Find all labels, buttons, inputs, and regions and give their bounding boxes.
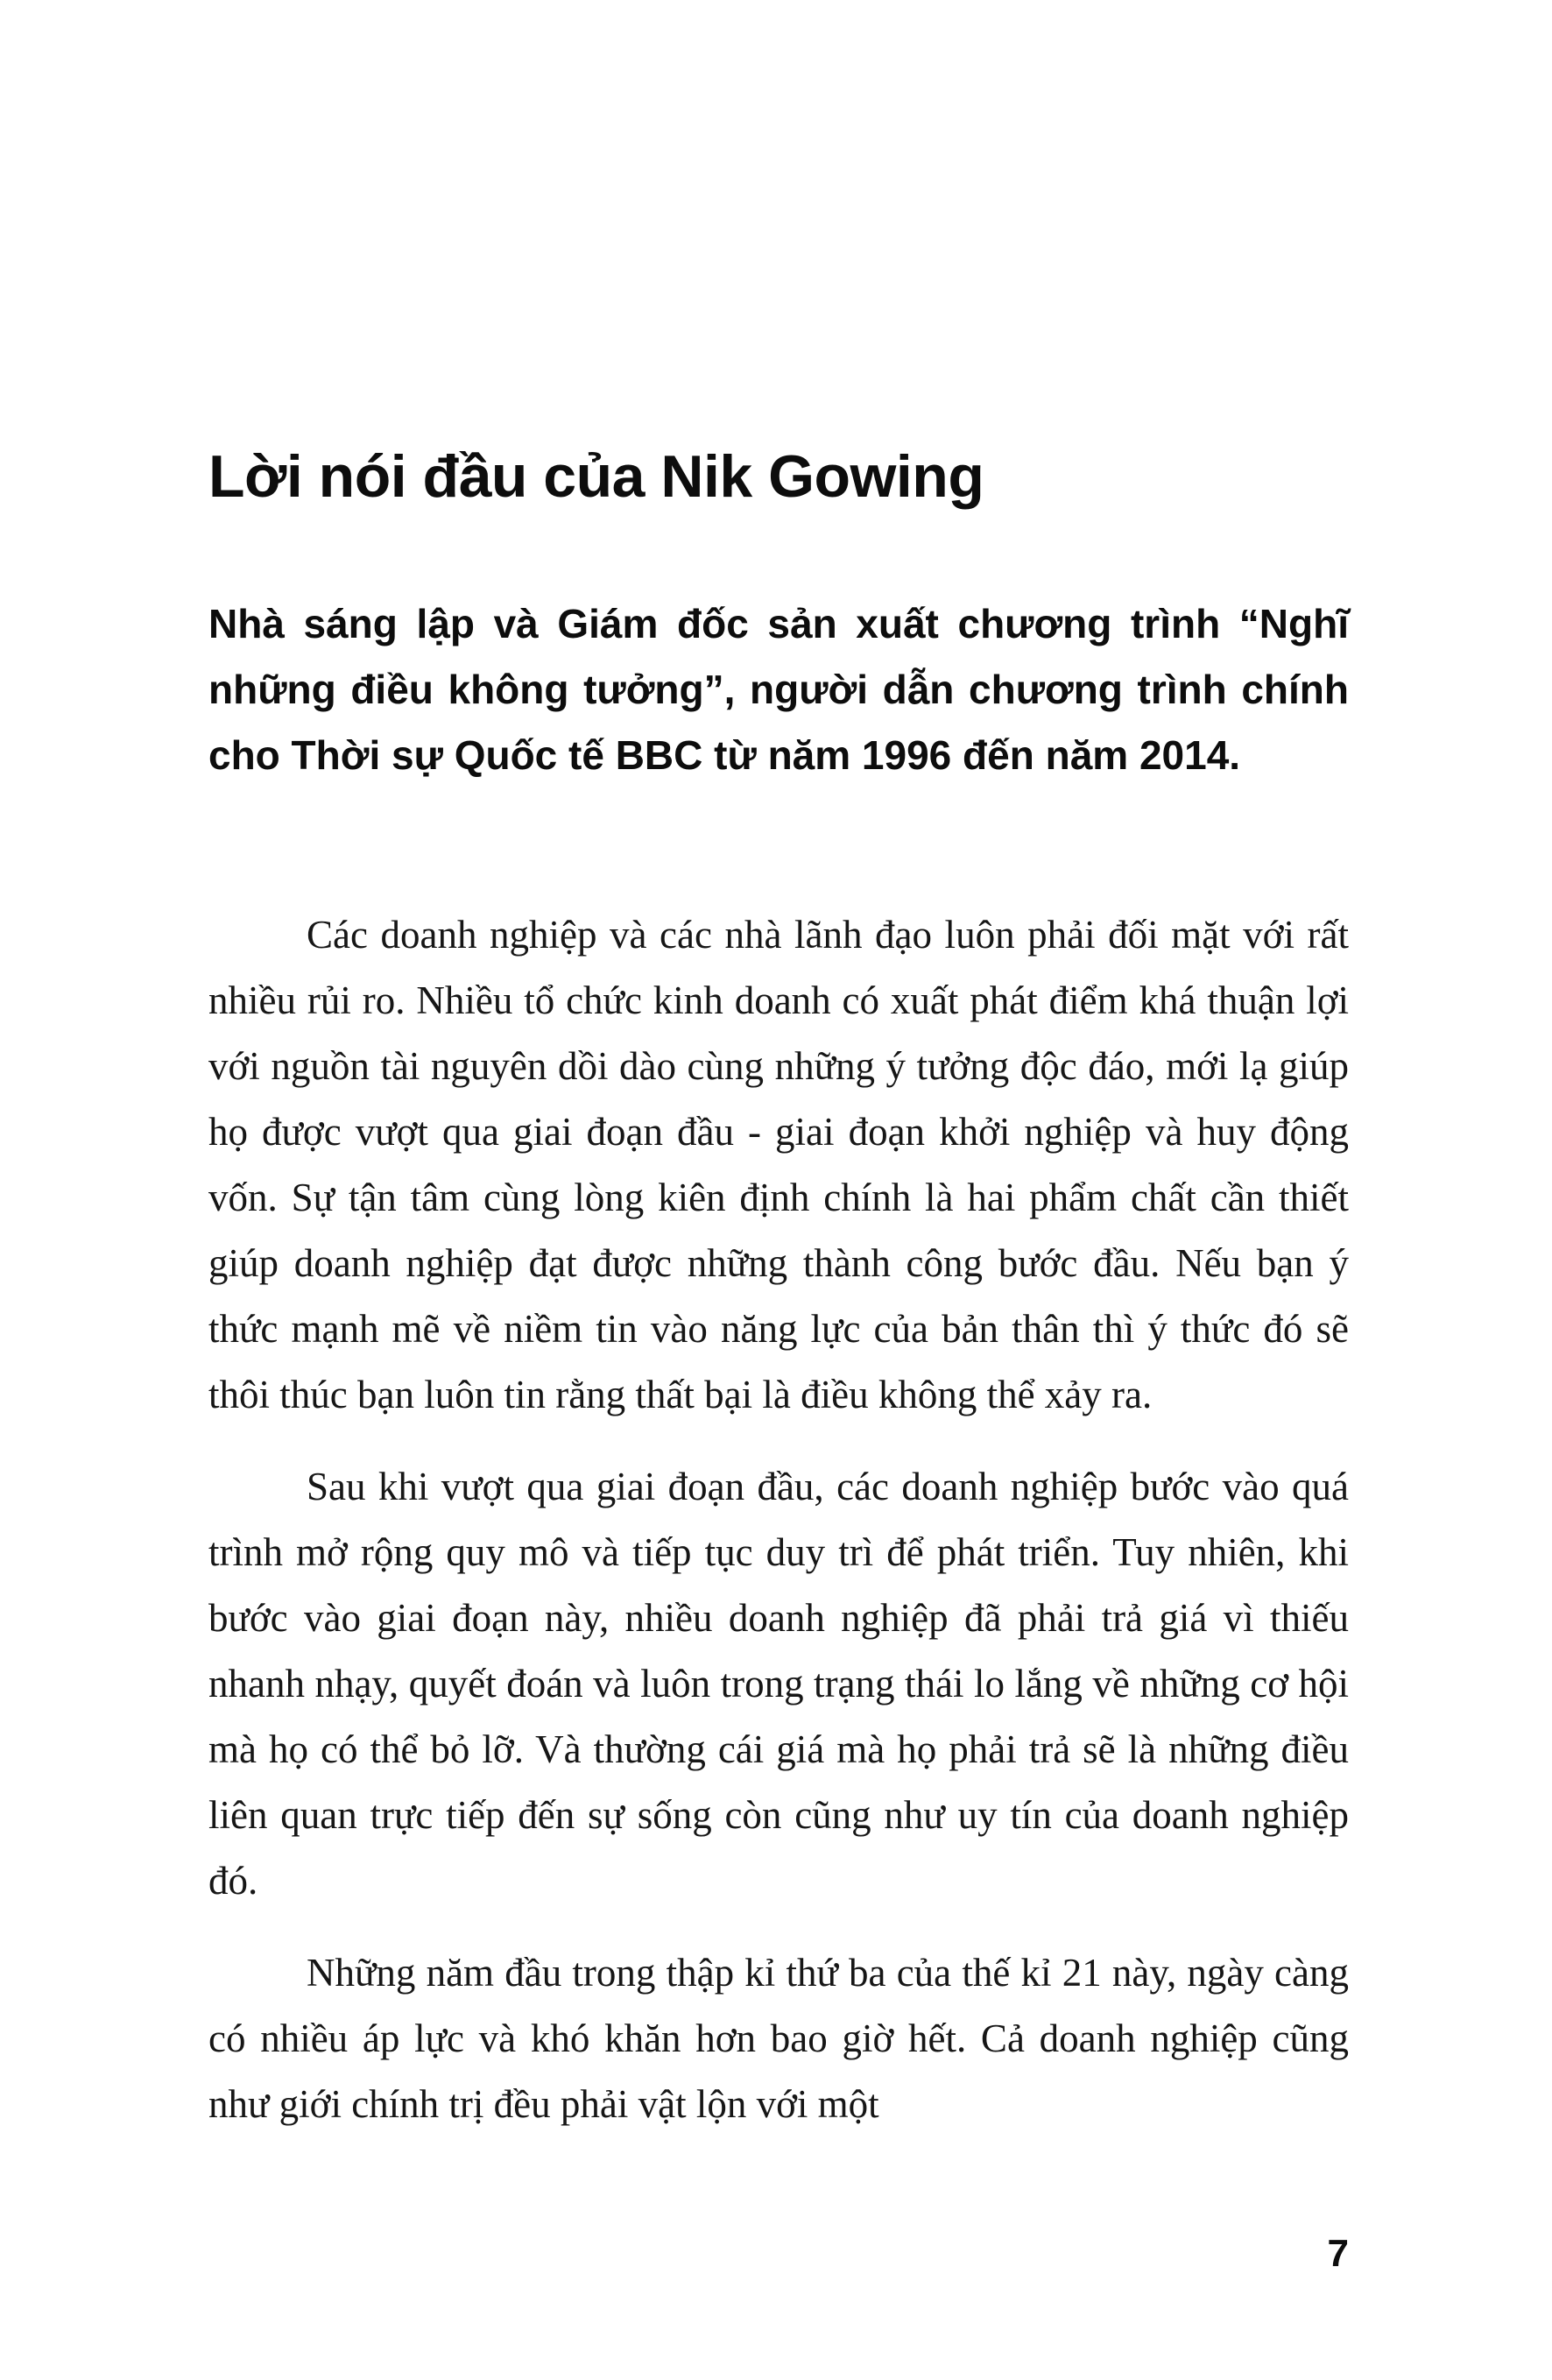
page-content [208, 0, 1349, 2164]
body-paragraph: Sau khi vượt qua giai đoạn đầu, các doanh nghiệp bước vào quá trình mở rộng quy mô và tiếp tục duy trì để phát triển. Tuy nhiên, khi bước vào giai đoạn này, nhiều doanh nghiệp đã phải trả giá vì thiếu nhanh nhạy, quyết đoán và luôn trong trạng thái lo lắng về những cơ hội mà họ có thể bỏ lỡ. Và thường cái giá mà họ phải trả sẽ là những điều liên quan trực tiếp đến sự sống còn cũng như uy tín của doanh nghiệp đó. [208, 1465, 1349, 1903]
page-number: 7 [1327, 2232, 1349, 2275]
author-subtitle: Nhà sáng lập và Giám đốc sản xuất chương trình “Nghĩ những điều không tưởng”, người dẫn chương trình chính cho Thời sự Quốc tế BBC từ năm 1996 đến năm 2014. [208, 601, 1349, 779]
body-paragraph: Các doanh nghiệp và các nhà lãnh đạo luôn phải đối mặt với rất nhiều rủi ro. Nhiều tổ chức kinh doanh có xuất phát điểm khá thuận lợi với nguồn tài nguyên dồi dào cùng những ý tưởng độc đáo, mới lạ giúp họ được vượt qua giai đoạn đầu - giai đoạn khởi nghiệp và huy động vốn. Sự tận tâm cùng lòng kiên định chính là hai phẩm chất cần thiết giúp doanh nghiệp đạt được những thành công bước đầu. Nếu bạn ý thức mạnh mẽ về niềm tin vào năng lực của bản thân thì ý thức đó sẽ thôi thúc bạn luôn tin rằng thất bại là điều không thể xảy ra. [208, 913, 1349, 1417]
page-title: Lời nói đầu của Nik Gowing [208, 443, 984, 510]
body-text [208, 788, 1349, 2137]
body-paragraph: Những năm đầu trong thập kỉ thứ ba của thế kỉ 21 này, ngày càng có nhiều áp lực và khó khăn hơn bao giờ hết. Cả doanh nghiệp cũng như giới chính trị đều phải vật lộn với một [208, 1951, 1349, 2127]
